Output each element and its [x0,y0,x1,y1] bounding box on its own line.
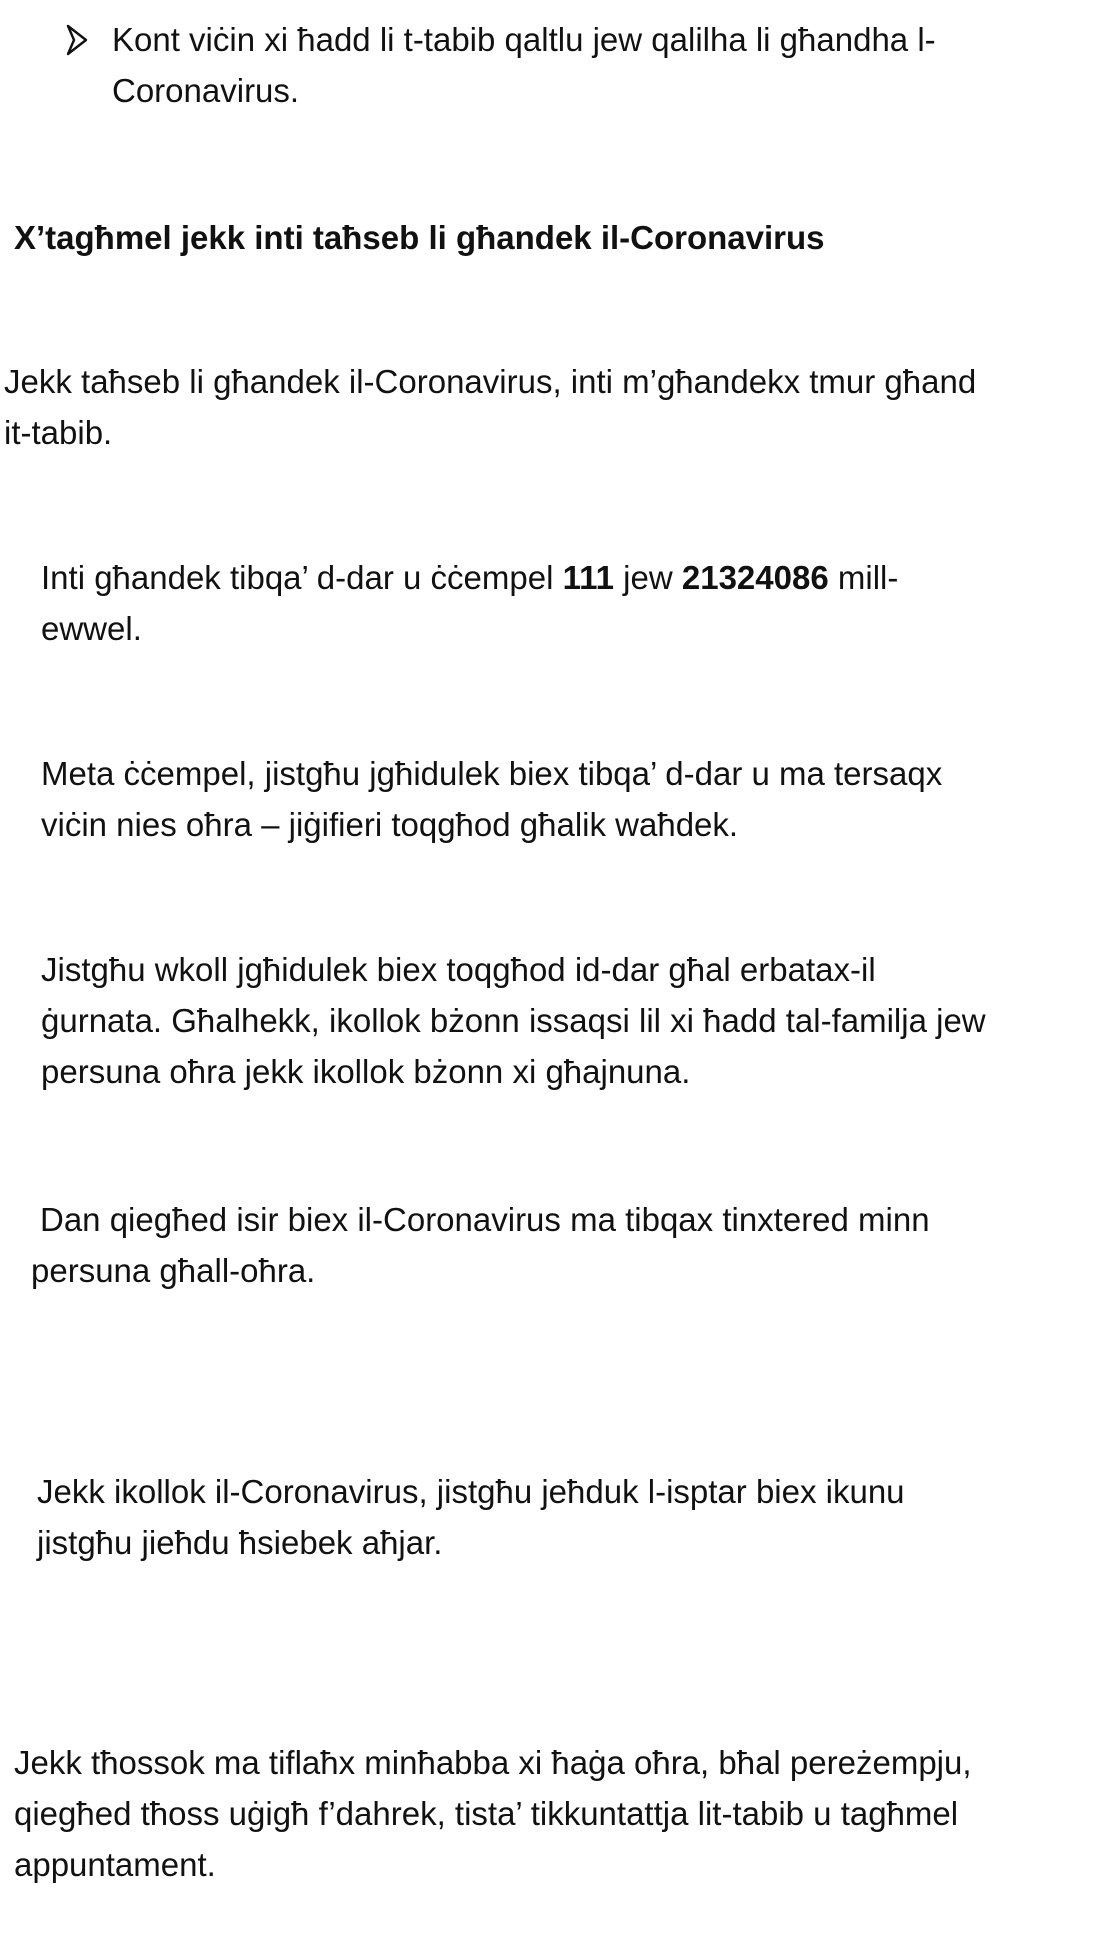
section-heading: X’tagħmel jekk inti taħseb li għandek il-Coronavirus [14,219,825,256]
paragraph-2-line-2: ewwel. [41,610,142,647]
paragraph-7-line-1: Jekk tħossok ma tiflaħx minħabba xi ħaġa oħra, bħal pereżempju, [14,1744,972,1781]
phone-number-21324086: 21324086 [681,559,829,596]
paragraph-6-line-1: Jekk ikollok il-Coronavirus, jistgħu jeħduk l-isptar biex ikunu [37,1473,905,1510]
paragraph-5-line-1: Dan qiegħed isir biex il-Coronavirus ma tibqax tinxtered minn [40,1201,930,1238]
paragraph-1 [4,356,976,458]
bullet-line-1: Kont viċin xi ħadd li t-tabib qaltlu jew qalilha li għandha l- [112,21,936,58]
paragraph-7-line-3: appuntament. [14,1846,216,1883]
paragraph-2-text-post: mill- [828,559,899,596]
phone-number-111: 111 [562,559,615,596]
paragraph-4 [41,944,986,1097]
bullet-line-2: Coronavirus. [112,72,300,109]
paragraph-2-text-pre: Inti għandek tibqa’ d-dar u ċċempel [41,559,563,596]
paragraph-2 [41,552,898,654]
paragraph-3 [41,748,942,850]
arrow-bullet-icon [66,22,88,58]
paragraph-5 [31,1194,930,1296]
bullet-item [112,14,936,116]
paragraph-3-line-2: viċin nies oħra – jiġifieri toqgħod għalik waħdek. [41,806,739,843]
paragraph-1-line-1: Jekk taħseb li għandek il-Coronavirus, inti m’għandekx tmur għand [4,363,977,400]
paragraph-4-line-1: Jistgħu wkoll jgħidulek biex toqgħod id-dar għal erbatax-il [41,951,876,988]
paragraph-2-line-1 [41,552,898,603]
paragraph-6-line-2: jistgħu jieħdu ħsiebek aħjar. [37,1524,443,1561]
paragraph-2-text-mid: jew [614,559,682,596]
paragraph-3-line-1: Meta ċċempel, jistgħu jgħidulek biex tibqa’ d-dar u ma tersaqx [41,755,943,792]
paragraph-5-line-2: persuna għall-oħra. [31,1252,316,1289]
paragraph-7 [14,1737,972,1890]
paragraph-4-line-3: persuna oħra jekk ikollok bżonn xi għajnuna. [41,1053,691,1090]
paragraph-1-line-2: it-tabib. [4,414,113,451]
paragraph-7-line-2: qiegħed tħoss uġigħ f’dahrek, tista’ tikkuntattja lit-tabib u tagħmel [14,1795,959,1832]
paragraph-4-line-2: ġurnata. Għalhekk, ikollok bżonn issaqsi lil xi ħadd tal-familja jew [41,1002,986,1039]
paragraph-6 [37,1466,905,1568]
